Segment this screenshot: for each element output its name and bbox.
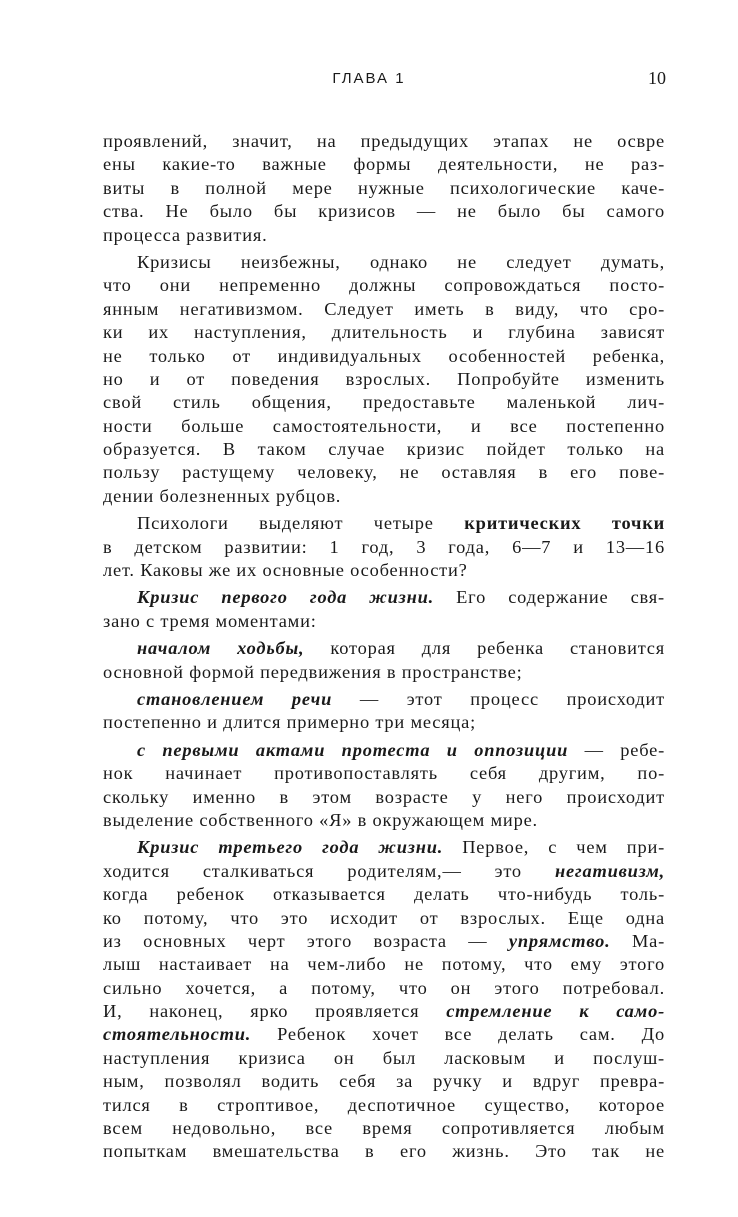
paragraph-third-year-crisis [103, 836, 665, 1163]
text-line: зано с тремя моментами: [103, 610, 317, 631]
text-line: наступления кризиса он был ласковым и послуш- [103, 1047, 665, 1068]
italic-term: стремление к само- [446, 1001, 665, 1022]
italic-term: с первыми актами протеста и оппозиции [137, 739, 569, 760]
text-span: Психологи выделяют четыре [137, 513, 465, 534]
text-line: ности больше самостоятельности, и все постепенно [103, 415, 665, 436]
chapter-title: ГЛАВА 1 [332, 70, 406, 87]
text-span: ходится сталкиваться родителям,— это [103, 860, 555, 881]
text-line: янным негативизмом. Следует иметь в виду, что сро- [103, 298, 665, 319]
text-span: Первое, с чем при- [443, 837, 666, 858]
text-span: — этот процесс происходит [332, 688, 665, 709]
italic-term: началом ходьбы, [137, 638, 305, 659]
text-span: которая для ребенка становится [304, 638, 665, 659]
text-line: ства. Не было бы кризисов — не было бы самого [103, 201, 665, 222]
text-line: скольку именно в этом возрасте у него происходит [103, 786, 665, 807]
text-line: пользу растущему человеку, не оставляя в его пове- [103, 462, 665, 483]
text-line: когда ребенок отказывается делать что-нибудь толь- [103, 884, 665, 905]
text-line: Кризисы неизбежны, однако не следует думать, [137, 251, 665, 272]
text-line: но и от поведения взрослых. Попробуйте изменить [103, 368, 665, 389]
section-heading: Кризис третьего года жизни. [137, 837, 444, 858]
text-line: дении болезненных рубцов. [103, 485, 342, 506]
text-line: что они непременно должны сопровождаться посто- [103, 275, 665, 296]
text-line: процесса развития. [103, 224, 268, 245]
italic-term: упрямство. [508, 930, 611, 951]
text-line: нок начинает противопоставлять себя другим, по- [103, 763, 665, 784]
text-line: лет. Каковы же их основные особенности? [103, 560, 468, 581]
text-line: выделение собственного «Я» в окружающем мире. [103, 809, 538, 830]
paragraph-critical-points [103, 512, 665, 582]
text-line: ко потому, что это исходит от взрослых. Еще одна [103, 907, 665, 928]
text-line: в детском развитии: 1 год, 3 года, 6—7 и 13—16 [103, 536, 665, 557]
text-line: ки их наступления, длительность и глубина зависят [103, 322, 665, 343]
text-line: попыткам вмешательства в его жизнь. Это так не [103, 1141, 665, 1162]
paragraph-walking [103, 637, 665, 684]
bold-term: критических точки [464, 513, 665, 534]
text-line: всем недовольно, все время сопротивляется любым [103, 1118, 665, 1139]
text-line: тился в строптивое, деспотичное существо, которое [103, 1094, 665, 1115]
running-header [0, 70, 738, 94]
paragraph-speech [103, 688, 665, 735]
text-span: Ма- [610, 930, 665, 951]
paragraphs-1-2 [103, 130, 665, 508]
text-line: основной формой передвижения в пространстве; [103, 661, 523, 682]
text-span: Его содержание свя- [434, 587, 665, 608]
text-line: ены какие-то важные формы деятельности, не раз- [103, 154, 665, 175]
page-number: 10 [648, 68, 666, 88]
text-line: свой стиль общения, предоставьте маленькой лич- [103, 392, 665, 413]
text-line: проявлений, значит, на предыдущих этапах не осврe [103, 131, 665, 151]
text-span: Ребенок хочет все делать сам. До [251, 1024, 665, 1045]
section-heading: Кризис первого года жизни. [137, 587, 435, 608]
text-span: из основных черт этого возраста — [103, 930, 509, 951]
italic-term: стоятельности. [103, 1024, 252, 1045]
text-line: постепенно и длится примерно три месяца; [103, 712, 477, 733]
paragraph-protest [103, 739, 665, 833]
text-line: виты в полной мере нужные психологические каче- [103, 177, 665, 198]
text-line: сильно хочется, а потому, что он этого потребовал. [103, 977, 665, 998]
text-line: ным, позволял водить себя за ручку и вдруг превра- [103, 1071, 665, 1092]
page-body [103, 130, 665, 1164]
italic-term: становлением речи [137, 688, 333, 709]
text-span: — ребе- [568, 739, 665, 760]
text-span: И, наконец, ярко проявляется [103, 1001, 447, 1022]
text-line: не только от индивидуальных особенностей ребенка, [103, 345, 665, 366]
text-line: лыш настаивает на чем-либо не потому, что ему этого [103, 954, 665, 975]
text-line: образуется. В таком случае кризис пойдет только на [103, 439, 665, 460]
italic-term: негативизм, [554, 860, 665, 881]
paragraph-first-year-crisis [103, 586, 665, 633]
